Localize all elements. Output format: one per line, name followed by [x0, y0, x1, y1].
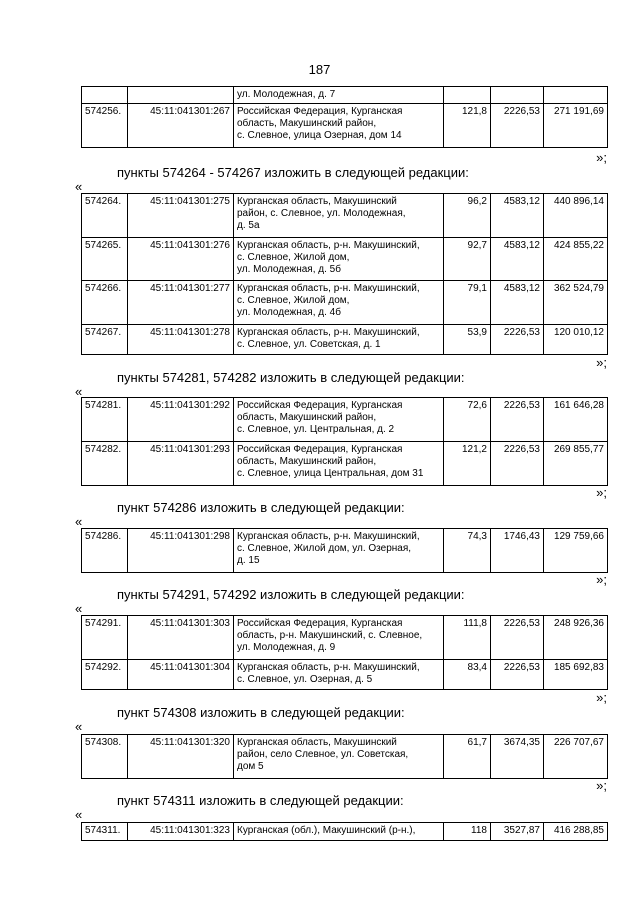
opening-quote: « — [75, 384, 83, 399]
area: 121,8 — [444, 104, 491, 148]
registry-table — [81, 193, 608, 355]
opening-quote: « — [75, 179, 83, 194]
address — [234, 660, 444, 690]
closing-quote: »; — [596, 778, 607, 793]
area: 61,7 — [444, 735, 491, 779]
address — [234, 325, 444, 355]
cadastral-number: 45:11:041301:323 — [128, 823, 234, 841]
address — [234, 104, 444, 148]
row-number: 574311. — [82, 823, 128, 841]
area: 83,4 — [444, 660, 491, 690]
opening-quote: « — [75, 514, 83, 529]
rate: 2226,53 — [491, 104, 544, 148]
amendment-instruction: пункт 574286 изложить в следующей редакции: — [117, 500, 405, 515]
address-line: Курганская область, р-н. Макушинский, — [237, 283, 420, 294]
address — [234, 442, 444, 486]
address-line: район, село Слевное, ул. Советская, — [237, 749, 409, 760]
area: 96,2 — [444, 194, 491, 238]
registry-table — [81, 397, 608, 486]
address-line: с. Слевное, Жилой дом, — [237, 252, 350, 263]
address-line: Курганская область, Макушинский — [237, 196, 397, 207]
area: 111,8 — [444, 616, 491, 660]
rate: 3527,87 — [491, 823, 544, 841]
table-row — [82, 281, 608, 325]
closing-quote: »; — [596, 572, 607, 587]
address-line: с. Слевное, Жилой дом, — [237, 295, 350, 306]
row-number: 574264. — [82, 194, 128, 238]
address-line: с. Слевное, ул. Центральная, д. 2 — [237, 424, 395, 435]
address-line: с. Слевное, улица Озерная, дом 14 — [237, 130, 402, 141]
row-number: 574267. — [82, 325, 128, 355]
cadastral-value: 269 855,77 — [544, 442, 608, 486]
table-row — [82, 660, 608, 690]
address — [234, 823, 444, 841]
address-line: Курганская область, р-н. Макушинский, — [237, 327, 420, 338]
table-row — [82, 87, 608, 104]
address-line: Российская Федерация, Курганская — [237, 444, 403, 455]
cadastral-number — [128, 87, 234, 104]
rate: 2226,53 — [491, 660, 544, 690]
cadastral-number: 45:11:041301:278 — [128, 325, 234, 355]
address-line: с. Слевное, ул. Озерная, д. 5 — [237, 674, 373, 685]
address — [234, 398, 444, 442]
address — [234, 281, 444, 325]
row-number: 574282. — [82, 442, 128, 486]
cadastral-value: 362 524,79 — [544, 281, 608, 325]
cadastral-number: 45:11:041301:303 — [128, 616, 234, 660]
amendment-instruction: пункт 574311 изложить в следующей редакции: — [117, 793, 404, 808]
closing-quote: »; — [596, 355, 607, 370]
registry-table — [81, 86, 608, 148]
rate: 2226,53 — [491, 442, 544, 486]
area: 118 — [444, 823, 491, 841]
amendment-instruction: пункт 574308 изложить в следующей редакции: — [117, 705, 405, 720]
area: 121,2 — [444, 442, 491, 486]
rate: 1746,43 — [491, 529, 544, 573]
address-line: область, Макушинский район, — [237, 118, 377, 129]
address-line: д. 15 — [237, 555, 260, 566]
closing-quote: »; — [596, 485, 607, 500]
registry-table — [81, 528, 608, 573]
address — [234, 87, 444, 104]
rate: 3674,35 — [491, 735, 544, 779]
rate: 4583,12 — [491, 194, 544, 238]
cadastral-number: 45:11:041301:276 — [128, 238, 234, 281]
page-number: 187 — [308, 62, 331, 77]
area: 74,3 — [444, 529, 491, 573]
address-line: область, Макушинский район, — [237, 412, 377, 423]
row-number: 574281. — [82, 398, 128, 442]
address — [234, 238, 444, 281]
row-number: 574292. — [82, 660, 128, 690]
address-line: Российская Федерация, Курганская — [237, 400, 403, 411]
row-number — [82, 87, 128, 104]
cadastral-value: 440 896,14 — [544, 194, 608, 238]
address-line: с. Слевное, Жилой дом, ул. Озерная, — [237, 543, 412, 554]
table-row — [82, 823, 608, 841]
table-row — [82, 325, 608, 355]
amendment-instruction: пункты 574291, 574292 изложить в следующей редакции: — [117, 587, 465, 602]
row-number: 574266. — [82, 281, 128, 325]
registry-table — [81, 734, 608, 779]
cadastral-value — [544, 87, 608, 104]
rate — [491, 87, 544, 104]
address-line: Российская Федерация, Курганская — [237, 618, 403, 629]
opening-quote: « — [75, 807, 83, 822]
address-line: ул. Молодежная, д. 7 — [237, 89, 336, 100]
cadastral-number: 45:11:041301:320 — [128, 735, 234, 779]
address — [234, 735, 444, 779]
address-line: Курганская область, р-н. Макушинский, — [237, 662, 420, 673]
address — [234, 616, 444, 660]
address-line: ул. Молодежная, д. 4б — [237, 307, 341, 318]
cadastral-number: 45:11:041301:275 — [128, 194, 234, 238]
rate: 4583,12 — [491, 238, 544, 281]
address-line: район, с. Слевное, ул. Молодежная, — [237, 208, 406, 219]
rate: 2226,53 — [491, 616, 544, 660]
address-line: Курганская область, р-н. Макушинский, — [237, 240, 420, 251]
row-number: 574256. — [82, 104, 128, 148]
cadastral-value: 416 288,85 — [544, 823, 608, 841]
area: 53,9 — [444, 325, 491, 355]
cadastral-value: 185 692,83 — [544, 660, 608, 690]
cadastral-number: 45:11:041301:304 — [128, 660, 234, 690]
address — [234, 194, 444, 238]
area: 79,1 — [444, 281, 491, 325]
address-line: область, Макушинский район, — [237, 456, 377, 467]
amendment-instruction: пункты 574264 - 574267 изложить в следующей редакции: — [117, 165, 469, 180]
address-line: д. 5а — [237, 220, 260, 231]
cadastral-value: 161 646,28 — [544, 398, 608, 442]
table-row — [82, 238, 608, 281]
address-line: дом 5 — [237, 761, 264, 772]
opening-quote: « — [75, 719, 83, 734]
table-row — [82, 194, 608, 238]
cadastral-number: 45:11:041301:298 — [128, 529, 234, 573]
cadastral-number: 45:11:041301:267 — [128, 104, 234, 148]
row-number: 574291. — [82, 616, 128, 660]
table-row — [82, 442, 608, 486]
address-line: Курганская область, р-н. Макушинский, — [237, 531, 420, 542]
table-row — [82, 104, 608, 148]
address-line: с. Слевное, ул. Советская, д. 1 — [237, 339, 381, 350]
closing-quote: »; — [596, 690, 607, 705]
address-line: ул. Молодежная, д. 9 — [237, 642, 336, 653]
row-number: 574286. — [82, 529, 128, 573]
cadastral-value: 226 707,67 — [544, 735, 608, 779]
address-line: Курганская область, Макушинский — [237, 737, 397, 748]
opening-quote: « — [75, 601, 83, 616]
table-row — [82, 398, 608, 442]
table-row — [82, 735, 608, 779]
registry-table — [81, 822, 608, 841]
cadastral-number: 45:11:041301:293 — [128, 442, 234, 486]
address-line: область, р-н. Макушинский, с. Слевное, — [237, 630, 423, 641]
registry-table — [81, 615, 608, 690]
address-line: Российская Федерация, Курганская — [237, 106, 403, 117]
address-line: Курганская (обл.), Макушинский (р-н.), — [237, 825, 416, 836]
cadastral-value: 424 855,22 — [544, 238, 608, 281]
cadastral-number: 45:11:041301:277 — [128, 281, 234, 325]
area — [444, 87, 491, 104]
cadastral-value: 120 010,12 — [544, 325, 608, 355]
table-row — [82, 529, 608, 573]
cadastral-number: 45:11:041301:292 — [128, 398, 234, 442]
area: 72,6 — [444, 398, 491, 442]
row-number: 574308. — [82, 735, 128, 779]
rate: 2226,53 — [491, 398, 544, 442]
cadastral-value: 271 191,69 — [544, 104, 608, 148]
rate: 4583,12 — [491, 281, 544, 325]
closing-quote: »; — [596, 150, 607, 165]
row-number: 574265. — [82, 238, 128, 281]
amendment-instruction: пункты 574281, 574282 изложить в следующей редакции: — [117, 370, 465, 385]
address — [234, 529, 444, 573]
area: 92,7 — [444, 238, 491, 281]
cadastral-value: 129 759,66 — [544, 529, 608, 573]
address-line: ул. Молодежная, д. 5б — [237, 264, 341, 275]
cadastral-value: 248 926,36 — [544, 616, 608, 660]
rate: 2226,53 — [491, 325, 544, 355]
table-row — [82, 616, 608, 660]
address-line: с. Слевное, улица Центральная, дом 31 — [237, 468, 424, 479]
